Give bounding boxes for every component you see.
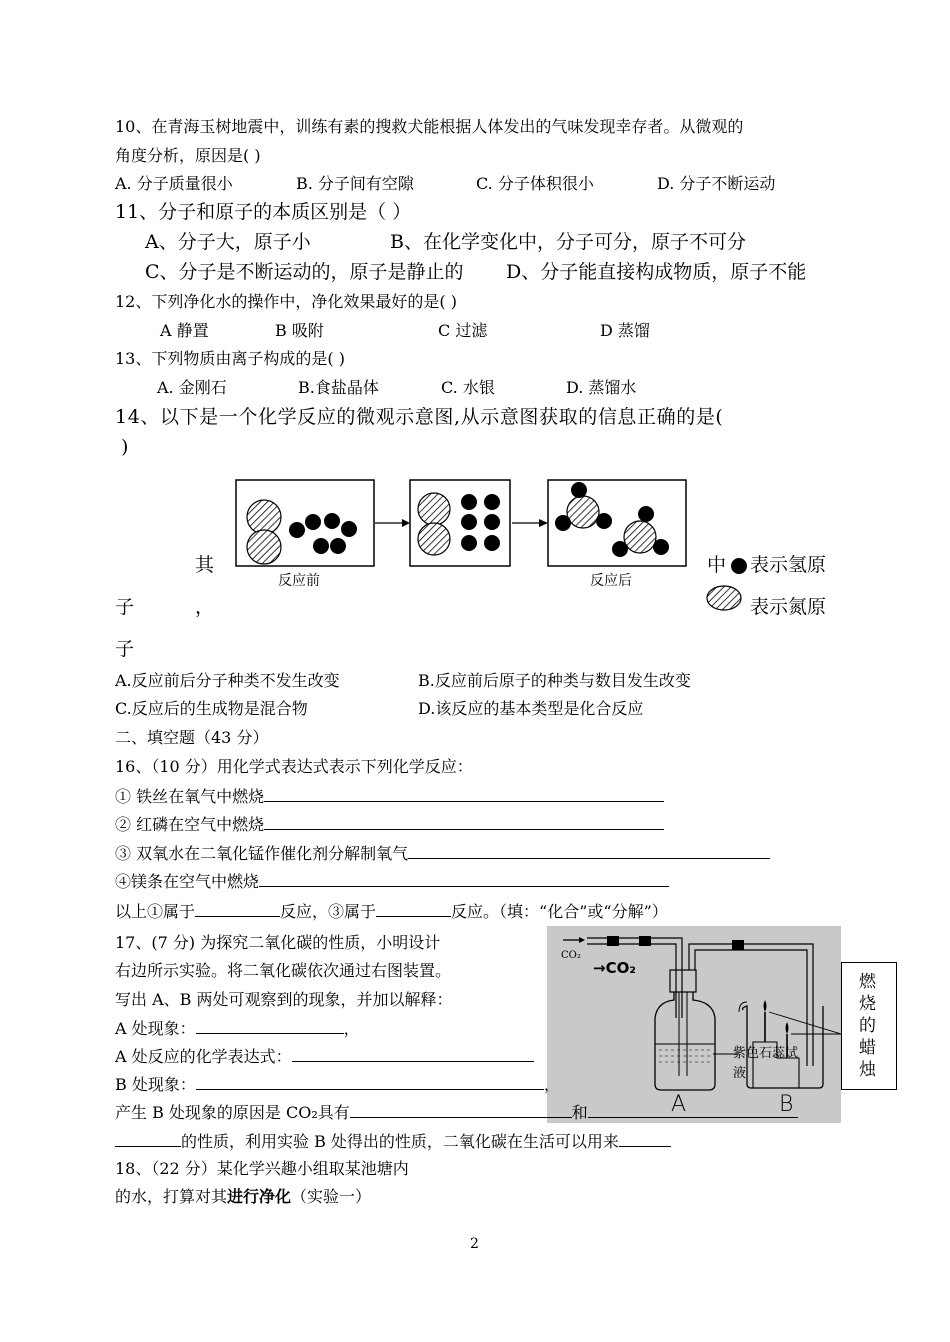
q16-item-4	[115, 870, 669, 893]
label-a: A	[671, 1092, 687, 1117]
q13-option-a: A. 金刚石	[157, 378, 227, 397]
q13-option-c: C. 水银	[441, 378, 495, 397]
hydrogen-legend-icon	[731, 558, 747, 574]
legend-qi: 其	[195, 554, 215, 576]
q16-fill-a: 以上①属于	[115, 902, 196, 921]
q12-option-c: C 过滤	[438, 321, 488, 340]
q16-stem: 16、（10 分）用化学式表达式表示下列化学反应：	[115, 757, 473, 776]
candle-label: 燃烧的蜡烛	[859, 972, 876, 1080]
label-b: B	[779, 1092, 794, 1117]
q17-usage-label: 的性质，利用实验 B 处得出的性质，二氧化碳在生活可以用来	[181, 1132, 619, 1151]
q13-option-d: D. 蒸馏水	[566, 378, 637, 397]
q17-line-2: 右边所示实验。将二氧化碳依次通过右图装置。	[115, 961, 452, 980]
q14-option-a: A.反应前后分子种类不发生改变	[115, 671, 340, 690]
q16-answer-2-blank[interactable]	[264, 813, 664, 830]
legend-comma: ，	[195, 596, 215, 618]
q17-b-phenomenon-label: B 处现象：	[115, 1075, 196, 1094]
q10-option-c: C. 分子体积很小	[476, 174, 594, 193]
q14-stem-close: )	[121, 436, 129, 458]
q11-stem: 11、分子和原子的本质区别是（ ）	[115, 201, 412, 223]
q17-property-1-blank[interactable]	[350, 1101, 572, 1118]
q16-item-2	[115, 813, 664, 836]
q17-a-phenomenon-label: A 处现象：	[115, 1019, 196, 1038]
q17-line-8	[115, 1130, 671, 1153]
q16-item-1	[115, 785, 664, 808]
legend-zi-1: 子	[115, 596, 135, 618]
q11-option-d: D、分子能直接构成物质，原子不能	[506, 261, 807, 283]
q17-line-1: 17、(7 分) 为探究二氧化碳的性质，小明设计	[115, 933, 441, 952]
q16-answer-4-blank[interactable]	[259, 870, 669, 887]
q13-option-b: B.食盐晶体	[298, 378, 379, 397]
q14-stem: 14、以下是一个化学反应的微观示意图,从示意图获取的信息正确的是(	[115, 406, 724, 428]
q10-option-d: D. 分子不断运动	[657, 174, 776, 193]
q16-answer-1-blank[interactable]	[264, 785, 664, 802]
q18-line-2b: 进行净化	[227, 1187, 292, 1206]
q14-option-b: B.反应前后原子的种类与数目发生改变	[418, 671, 691, 690]
q10-stem-line2: 角度分析，原因是( )	[115, 146, 261, 165]
q14-option-d: D.该反应的基本类型是化合反应	[418, 699, 644, 718]
q17-a-equation-label: A 处反应的化学表达式：	[115, 1047, 292, 1066]
q17-property-2-blank[interactable]	[588, 1101, 798, 1118]
apparatus-drawing	[547, 926, 841, 1123]
q10-stem-line1: 10、在青海玉树地震中，训练有素的搜救犬能根据人体发出的气味发现幸存者。从微观的	[115, 117, 744, 136]
q18-line-2a: 的水，打算对其	[115, 1187, 228, 1206]
after-label: 反应后	[590, 573, 632, 589]
q12-option-a: A 静置	[160, 321, 209, 340]
q16-fill-line	[115, 900, 668, 923]
q16-answer-3-blank[interactable]	[408, 842, 770, 859]
q16-item-1-label: ① 铁丝在氧气中燃烧	[115, 787, 265, 806]
q12-option-b: B 吸附	[275, 321, 324, 340]
q18-line-2	[115, 1186, 371, 1208]
legend-zi-2: 子	[115, 638, 135, 660]
legend-h-text: 表示氢原	[750, 554, 827, 576]
q17-and: 和	[571, 1103, 588, 1122]
q16-item-4-label: ④镁条在空气中燃烧	[115, 872, 260, 891]
q17-reason-label: 产生 B 处现象的原因是 CO₂具有	[115, 1103, 350, 1122]
q17-b-phenomenon-blank[interactable]	[196, 1073, 544, 1090]
q17-a-equation-blank[interactable]	[292, 1045, 534, 1062]
q17-line-7	[115, 1101, 798, 1124]
q18-line-1: 18、（22 分）某化学兴趣小组取某池塘内	[115, 1159, 409, 1178]
q17-line-5	[115, 1045, 534, 1068]
q11-option-b: B、在化学变化中，分子可分，原子不可分	[390, 231, 746, 253]
q17-usage-blank[interactable]	[619, 1130, 671, 1147]
q17-line-4	[115, 1017, 360, 1040]
q17-line-3: 写出 A、B 两处可观察到的现象，并加以解释：	[115, 990, 453, 1009]
q17-a-phenomenon-blank[interactable]	[196, 1017, 344, 1034]
q17-b-comma: ，	[543, 1075, 560, 1094]
q17-line-6	[115, 1073, 560, 1096]
co2-small-label: CO₂	[561, 950, 581, 961]
candle-label-box	[841, 962, 897, 1090]
q17-property-2-cont-blank[interactable]	[115, 1130, 181, 1147]
nitrogen-legend-icon	[705, 584, 743, 612]
q16-fill-c: 反应。（填：“化合”或“分解”）	[451, 902, 668, 921]
q16-type-3-blank[interactable]	[376, 900, 451, 917]
q16-item-2-label: ② 红磷在空气中燃烧	[115, 815, 265, 834]
section-2-heading: 二、填空题（43 分）	[115, 728, 269, 747]
q16-item-3	[115, 842, 770, 865]
co2-label: →CO₂	[593, 959, 636, 977]
q16-type-1-blank[interactable]	[195, 900, 280, 917]
q12-option-d: D 蒸馏	[600, 321, 650, 340]
page-number: 2	[470, 1236, 479, 1252]
q16-item-3-label: ③ 双氧水在二氧化锰作催化剂分解制氧气	[115, 844, 409, 863]
legend-zhong: 中	[707, 554, 727, 576]
q11-option-a: A、分子大，原子小	[145, 231, 311, 253]
legend-n-text: 表示氮原	[750, 596, 827, 618]
q11-option-c: C、分子是不断运动的，原子是静止的	[145, 261, 464, 283]
co2-apparatus-figure	[547, 926, 841, 1123]
q10-option-a: A. 分子质量很小	[115, 174, 233, 193]
q18-line-2c: （实验一）	[291, 1187, 372, 1206]
q16-fill-b: 反应，③属于	[280, 902, 377, 921]
q12-stem: 12、下列净化水的操作中，净化效果最好的是( )	[115, 292, 457, 311]
q10-option-b: B. 分子间有空隙	[296, 174, 414, 193]
q17-a-comma: ，	[343, 1019, 360, 1038]
q14-option-c: C.反应后的生成物是混合物	[115, 699, 308, 718]
before-label: 反应前	[278, 573, 320, 589]
q13-stem: 13、下列物质由离子构成的是( )	[115, 349, 345, 368]
litmus-label: 紫色石蕊试液	[733, 1046, 799, 1081]
